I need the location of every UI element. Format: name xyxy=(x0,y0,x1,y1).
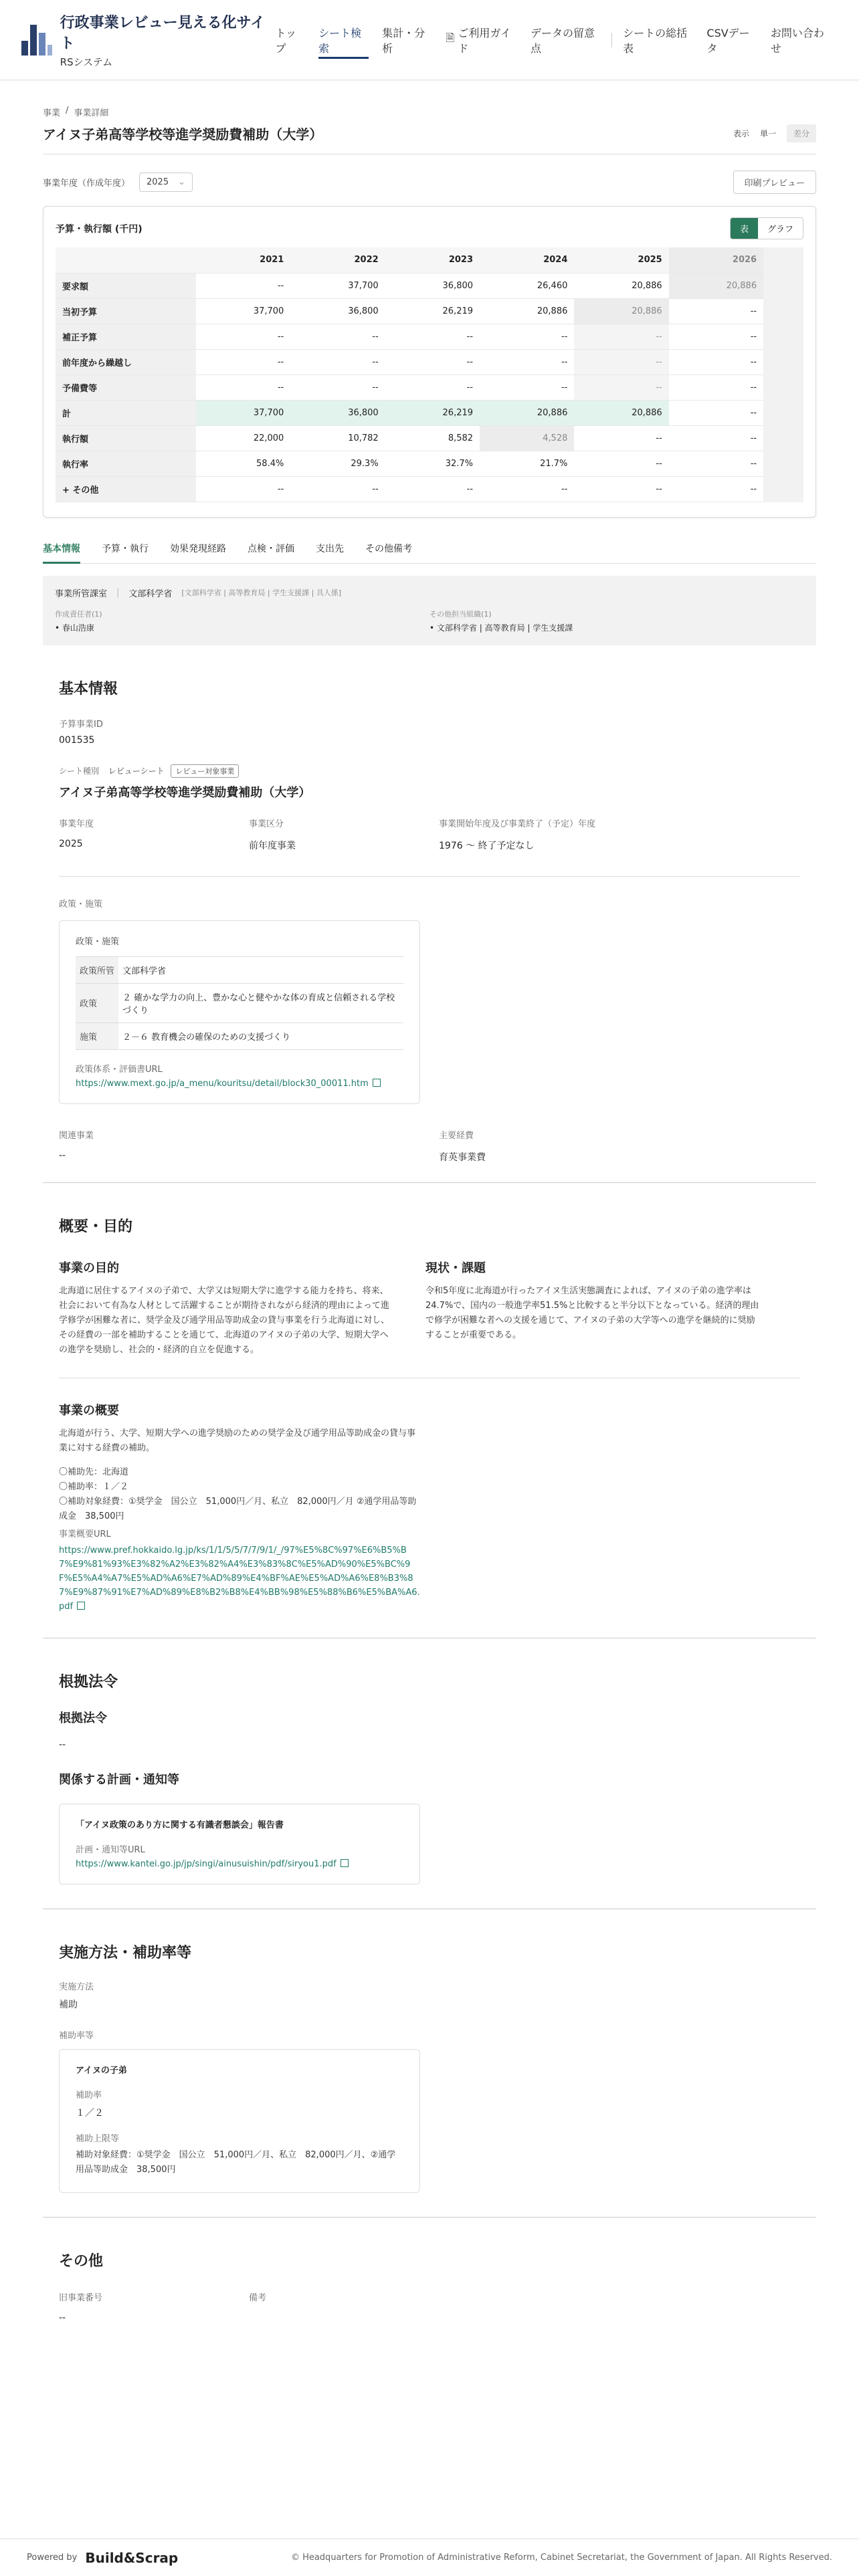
nav-guide-label: ご利用ガイド xyxy=(458,26,511,55)
table-row xyxy=(76,1023,403,1049)
category-label: 事業区分 xyxy=(249,819,284,829)
table-cell: -- xyxy=(669,374,763,400)
table-row xyxy=(56,374,763,400)
site-title: 行政事業レビュー見える化サイト xyxy=(60,14,266,52)
budget-id: 001535 xyxy=(59,734,95,746)
purpose-heading: 事業の目的 xyxy=(59,1261,119,1275)
row-label: 当初予算 xyxy=(56,298,196,324)
row-label: 補正予算 xyxy=(56,324,196,349)
row-label: 要求額 xyxy=(56,273,196,298)
nav-top[interactable]: トップ xyxy=(275,26,296,55)
table-cell: -- xyxy=(669,400,763,425)
old-number: -- xyxy=(59,2312,66,2323)
table-cell: -- xyxy=(196,273,290,298)
author-name: 春山浩康 xyxy=(62,623,94,633)
status-heading: 現状・課題 xyxy=(425,1261,486,1275)
divider xyxy=(43,2217,816,2218)
print-preview-button[interactable]: 印刷プレビュー xyxy=(733,171,816,194)
summary-bullet: 〇補助率：１／２ xyxy=(59,1481,129,1492)
year-header: 2021 xyxy=(196,247,290,273)
period-label: 事業開始年度及び事業終了（予定）年度 xyxy=(439,819,596,829)
table-cell: -- xyxy=(480,324,574,349)
table-cell: -- xyxy=(574,425,668,451)
budget-id-label: 予算事業ID xyxy=(59,719,103,730)
powered-by-label: Powered by xyxy=(27,2553,78,2563)
purpose-text: 北海道に居住するアイヌの子弟で、大学又は短期大学に進学する能力を持ち、将来、社会において有為な人材として活躍することが期待されながら経済的理由によって進学修学が困難な者に、奨学金及び通学用品等助成金の貸与事業を行う北海道に対し、その経費の一部を補助することを通じて、北海道のアイヌの子弟の大学、短期大学への進学を奨励し、社会的・経済的自立を促進する。 xyxy=(59,1285,390,1355)
table-cell: -- xyxy=(574,374,668,400)
table-cell: -- xyxy=(196,349,290,374)
budget-title: 予算・執行額 (千円) xyxy=(56,223,142,235)
summary-url-link[interactable]: https://www.pref.hokkaido.lg.jp/ks/1/1/5/5/7/7/9/1/_/97%E5%8C%97%E6%B5%B7%E9%81%93%E3%82%A2%E3%82%A4%E3%83%8C%E5%AD%90%E5%BC%9F%E5%A4%A7%E5%AD%A6%E7%AD%89%E4%BF%AE%E5%AD%A6%E8%B3%87%E9%87%91%E7%AD%89%E8%B2%B8%E4%BB%98%E5%88%B6%E5%BA%A6.pdf xyxy=(59,1545,420,1612)
table-cell: 37,700 xyxy=(196,298,290,324)
table-row xyxy=(56,425,763,451)
office-ministry: 文部科学省 xyxy=(128,588,173,599)
table-cell: -- xyxy=(574,451,668,476)
old-number-label: 旧事業番号 xyxy=(59,2292,103,2303)
view-label: 表示 xyxy=(733,129,749,138)
policy-value: ２－６ 教育機会の確保のための支援づくり xyxy=(118,1023,403,1049)
table-cell: 37,700 xyxy=(196,400,290,425)
table-cell: -- xyxy=(574,349,668,374)
nav-sheet-search[interactable]: シート検索 xyxy=(312,0,375,80)
section-heading: 概要・目的 xyxy=(59,1218,133,1235)
breadcrumb-sep: / xyxy=(66,106,69,116)
table-row xyxy=(56,324,763,349)
table-cell: -- xyxy=(480,476,574,502)
table-row xyxy=(56,273,763,298)
table-cell: -- xyxy=(574,476,668,502)
policy-table xyxy=(76,956,403,1050)
table-cell: 20,886 xyxy=(669,273,763,298)
policy-card-title: 政策・施策 xyxy=(76,936,120,947)
table-cell: 8,582 xyxy=(385,425,480,451)
other-org-label: その他担当組織(1) xyxy=(430,609,492,619)
section-heading: 基本情報 xyxy=(59,680,118,697)
nav-analysis[interactable]: 集計・分析 xyxy=(382,26,425,55)
table-cell: 36,800 xyxy=(385,273,480,298)
related-label: 関連事業 xyxy=(59,1130,94,1141)
author-label: 作成責任者(1) xyxy=(55,609,102,619)
table-cell: 58.4% xyxy=(196,451,290,476)
table-cell: -- xyxy=(385,349,480,374)
year-header: 2024 xyxy=(480,247,574,273)
table-row[interactable] xyxy=(56,476,763,502)
site-footer xyxy=(0,2539,859,2576)
policy-key: 政策所管 xyxy=(76,956,118,983)
table-cell: 4,528 xyxy=(480,425,574,451)
table-cell: -- xyxy=(669,349,763,374)
graph-toggle-button[interactable]: グラフ xyxy=(767,225,793,235)
row-label: 執行額 xyxy=(56,425,196,451)
table-cell: 26,219 xyxy=(385,298,480,324)
table-cell: -- xyxy=(574,324,668,349)
rate-label: 補助率等 xyxy=(59,2030,94,2041)
row-label: 計 xyxy=(56,400,196,425)
table-cell: -- xyxy=(669,324,763,349)
external-link-icon xyxy=(373,1079,381,1087)
period: 1976 〜 終了予定なし xyxy=(439,840,535,851)
plan-url-label: 計画・通知等URL xyxy=(76,1844,145,1855)
table-cell: 20,886 xyxy=(480,298,574,324)
table-cell: 10,782 xyxy=(290,425,385,451)
limit-key: 補助上限等 xyxy=(76,2133,120,2144)
office-box: 事業所管課室 | 文部科学省 [文部科学省 | 高等教育局 | 学生支援課 | 具人係] 作成責任者(1) • 春山浩康 その他担当組織(1) • 文部科学省 | 高等教育局 | 学生支援課 xyxy=(43,576,816,645)
summary-text: 北海道が行う、大学、短期大学への進学奨励のための奨学金及び通学用品等助成金の貸与事業に対する経費の補助。 xyxy=(59,1428,416,1453)
chevron-down-icon: ⌄ xyxy=(178,177,186,187)
basic-info-section xyxy=(43,677,816,1164)
year-select[interactable] xyxy=(139,173,193,192)
limit-value: 補助対象経費：①奨学金 国公立 51,000円／月、私立 82,000円／月、②通学用品等助成金 38,500円 xyxy=(76,2149,396,2175)
table-cell: 22,000 xyxy=(196,425,290,451)
year-label: 事業年度（作成年度） xyxy=(43,179,130,189)
related-value: -- xyxy=(59,1150,66,1161)
budget-view-toggle xyxy=(730,217,803,239)
policy-key: 施策 xyxy=(76,1023,118,1049)
external-link-icon xyxy=(77,1602,85,1610)
table-cell: -- xyxy=(290,374,385,400)
budget-table xyxy=(56,247,763,502)
other-org: 文部科学省 | 高等教育局 | 学生支援課 xyxy=(436,623,573,633)
table-cell: -- xyxy=(480,349,574,374)
logo-mark-icon xyxy=(21,25,51,56)
view-switch xyxy=(733,124,816,142)
nav-contact[interactable]: お問い合わせ xyxy=(770,26,824,55)
document-icon: 🗎 xyxy=(446,31,455,44)
tab-remarks[interactable]: その他備考 xyxy=(365,543,412,554)
section-heading: 根拠法令 xyxy=(59,1673,118,1691)
table-row xyxy=(56,298,763,324)
table-cell: 21.7% xyxy=(480,451,574,476)
law-subheading: 根拠法令 xyxy=(59,1711,107,1725)
table-cell: 26,219 xyxy=(385,400,480,425)
divider xyxy=(43,1182,816,1183)
office-sep: | xyxy=(116,587,120,598)
table-cell: -- xyxy=(290,324,385,349)
table-cell: -- xyxy=(196,324,290,349)
table-cell: 20,886 xyxy=(480,400,574,425)
nav-summary-table[interactable]: シートの総括表 xyxy=(623,26,688,55)
other-section xyxy=(43,2250,816,2323)
sheet-type-label: シート種別 xyxy=(59,766,100,776)
table-cell: 36,800 xyxy=(290,298,385,324)
breadcrumb-current: 事業詳細 xyxy=(74,108,109,118)
nav-guide[interactable] xyxy=(439,0,524,80)
table-row xyxy=(76,983,403,1023)
fiscal-year-label: 事業年度 xyxy=(59,819,94,829)
category: 前年度事業 xyxy=(249,840,296,851)
page-title: アイヌ子弟高等学校等進学奨励費補助（大学） xyxy=(43,126,323,142)
status-text: 令和5年度に北海道が行ったアイヌ生活実態調査によれば、アイヌの子弟の進学率は24.7%で、国内の一般進学率51.5%と比較すると半分以下となっている。経済的理由で修学が困難な者への支援を通じて、アイヌの子弟の大学等への進学を継続的に奨励することが重要である。 xyxy=(425,1285,759,1340)
table-cell: -- xyxy=(196,476,290,502)
table-cell: 20,886 xyxy=(574,273,668,298)
external-link-icon xyxy=(341,1859,349,1867)
summary-heading: 事業の概要 xyxy=(59,1403,119,1418)
table-cell: -- xyxy=(290,476,385,502)
table-cell: 37,700 xyxy=(290,273,385,298)
row-label: 執行率 xyxy=(56,451,196,476)
year-header: 2022 xyxy=(290,247,385,273)
table-cell: -- xyxy=(669,425,763,451)
law-section xyxy=(43,1671,816,1885)
project-name: アイヌ子弟高等学校等進学奨励費補助（大学） xyxy=(59,785,311,800)
table-cell: -- xyxy=(669,298,763,324)
table-cell: -- xyxy=(669,476,763,502)
breadcrumb-project[interactable]: 事業 xyxy=(43,108,61,118)
table-cell: -- xyxy=(196,374,290,400)
nav-divider xyxy=(611,33,612,47)
method-value: 補助 xyxy=(59,1999,78,2010)
office-detail: [文部科学省 | 高等教育局 | 学生支援課 | 具人係] xyxy=(181,588,342,597)
policy-url-label: 政策体系・評価書URL xyxy=(76,1064,163,1075)
policy-value: 文部科学省 xyxy=(118,956,403,983)
table-row xyxy=(56,400,763,425)
year-header: 2023 xyxy=(385,247,480,273)
table-scroll-area xyxy=(763,247,803,502)
plan-card xyxy=(59,1804,420,1885)
method-section xyxy=(43,1941,816,2193)
main-nav xyxy=(268,0,838,80)
rate-card xyxy=(59,2049,420,2193)
plan-heading: 関係する計画・通知等 xyxy=(59,1772,179,1787)
rate-value: １／２ xyxy=(76,2107,104,2119)
rate-key: 補助率 xyxy=(76,2090,102,2101)
table-cell: 26,460 xyxy=(480,273,574,298)
divider xyxy=(59,876,800,877)
table-toggle-button[interactable]: 表 xyxy=(731,218,758,239)
year-header: 2026 xyxy=(669,247,763,273)
note-label: 備考 xyxy=(249,2292,267,2303)
table-row xyxy=(56,451,763,476)
section-heading: その他 xyxy=(59,2252,104,2270)
nav-data-notes[interactable]: データの留意点 xyxy=(531,26,595,55)
table-cell: -- xyxy=(385,476,480,502)
table-cell: -- xyxy=(669,451,763,476)
row-label: 予備費等 xyxy=(56,374,196,400)
year-select-value: 2025 xyxy=(147,177,169,187)
office-label: 事業所管課室 xyxy=(55,588,108,599)
plan-url-link[interactable]: https://www.kantei.go.jp/jp/singi/ainusuishin/pdf/siryou1.pdf xyxy=(76,1858,337,1869)
table-cell: -- xyxy=(290,349,385,374)
overview-section xyxy=(43,1215,816,1614)
policy-value: ２ 確かな学力の向上、豊かな心と健やかな体の育成と信頼される学校づくり xyxy=(118,983,403,1023)
policy-label: 政策・施策 xyxy=(59,899,103,909)
section-tabs xyxy=(43,542,816,564)
section-heading: 実施方法・補助率等 xyxy=(59,1944,192,1961)
budget-card xyxy=(43,206,816,518)
summary-bullet: 〇補助対象経費：①奨学金 国公立 51,000円／月、私立 82,000円／月 ②通学用品等助成金 38,500円 xyxy=(59,1496,417,1521)
copyright: © Headquarters for Promotion of Administrative Reform, Cabinet Secretariat, the Government of Japan. All Rights Reserved. xyxy=(290,2553,832,2563)
tab-payees[interactable]: 支出先 xyxy=(316,543,344,554)
table-corner xyxy=(56,247,196,273)
tab-budget[interactable]: 予算・執行 xyxy=(102,543,149,554)
table-header-row xyxy=(56,247,763,273)
plan-title: 「アイヌ政策のあり方に関する有識者懇談会」報告書 xyxy=(76,1820,284,1830)
row-label: + その他 xyxy=(56,476,196,502)
table-cell: -- xyxy=(385,324,480,349)
nav-csv[interactable]: CSVデータ xyxy=(706,26,750,55)
policy-url-link[interactable]: https://www.mext.go.jp/a_menu/kouritsu/detail/block30_00011.htm xyxy=(76,1078,369,1089)
policy-card xyxy=(59,920,420,1104)
table-cell: 20,886 xyxy=(574,298,668,324)
rate-card-title: アイヌの子弟 xyxy=(76,2065,127,2076)
footer-brand[interactable]: Build&Scrap xyxy=(85,2549,179,2566)
table-cell: 29.3% xyxy=(290,451,385,476)
site-subtitle: RSシステム xyxy=(60,56,113,68)
table-row xyxy=(76,956,403,983)
breadcrumb xyxy=(43,106,816,118)
summary-url-label: 事業概要URL xyxy=(59,1529,111,1539)
fiscal-year: 2025 xyxy=(59,838,83,849)
summary-bullet: 〇補助先：北海道 xyxy=(59,1467,129,1477)
site-header xyxy=(0,0,859,80)
table-row xyxy=(56,349,763,374)
table-cell: -- xyxy=(480,374,574,400)
table-cell: -- xyxy=(385,374,480,400)
tab-basic-info[interactable]: 基本情報 xyxy=(43,542,80,555)
view-diff-button[interactable]: 差分 xyxy=(787,124,816,142)
site-logo[interactable] xyxy=(21,11,268,69)
law-value: -- xyxy=(59,1739,66,1750)
table-cell: 20,886 xyxy=(574,400,668,425)
tab-evaluation[interactable]: 点検・評価 xyxy=(248,543,294,554)
review-badge: レビュー対象事業 xyxy=(171,764,239,778)
sheet-type: レビューシート xyxy=(108,766,165,776)
policy-key: 政策 xyxy=(76,983,118,1023)
table-cell: 32.7% xyxy=(385,451,480,476)
view-single-button[interactable]: 単一 xyxy=(753,124,783,142)
table-cell: 36,800 xyxy=(290,400,385,425)
method-label: 実施方法 xyxy=(59,1981,94,1992)
main-expense-label: 主要経費 xyxy=(439,1130,474,1141)
main-expense: 育英事業費 xyxy=(439,1152,486,1163)
tab-effect-path[interactable]: 効果発現経路 xyxy=(170,543,226,554)
year-header: 2025 xyxy=(574,247,668,273)
row-label: 前年度から繰越し xyxy=(56,349,196,374)
